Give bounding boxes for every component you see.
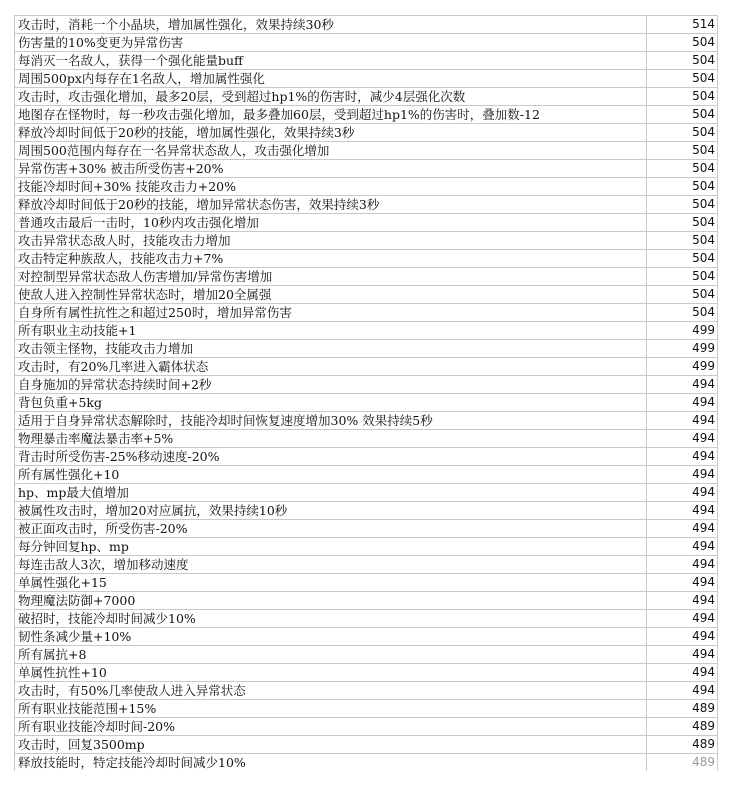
table-row: [15, 682, 718, 700]
effect-description-cell[interactable]: 攻击特定种族敌人，技能攻击力+7%: [15, 250, 647, 268]
effect-description-cell[interactable]: 攻击异常状态敌人时，技能攻击力增加: [15, 232, 647, 250]
effect-description-cell[interactable]: 每消灭一名敌人，获得一个强化能量buff: [15, 52, 647, 70]
effect-description-cell[interactable]: 异常伤害+30% 被击所受伤害+20%: [15, 160, 647, 178]
effect-description-cell[interactable]: 伤害量的10%变更为异常伤害: [15, 34, 647, 52]
table-row: [15, 502, 718, 520]
table-row: [15, 70, 718, 88]
table-row: [15, 196, 718, 214]
effect-description-cell[interactable]: 攻击时，有50%几率使敌人进入异常状态: [15, 682, 647, 700]
table-row: [15, 592, 718, 610]
effect-description-cell[interactable]: 背击时所受伤害-25%移动速度-20%: [15, 448, 647, 466]
score-value-cell[interactable]: 494: [647, 376, 718, 394]
score-value-cell[interactable]: 499: [647, 358, 718, 376]
score-value-cell[interactable]: 494: [647, 412, 718, 430]
table-row: [15, 16, 718, 34]
score-value-cell[interactable]: 494: [647, 646, 718, 664]
table-row: [15, 124, 718, 142]
score-value-cell[interactable]: 504: [647, 160, 718, 178]
effect-description-cell[interactable]: 自身所有属性抗性之和超过250时，增加异常伤害: [15, 304, 647, 322]
table-row: [15, 484, 718, 502]
effect-description-cell[interactable]: 攻击时，攻击强化增加，最多20层，受到超过hp1%的伤害时，减少4层强化次数: [15, 88, 647, 106]
table-row: [15, 538, 718, 556]
score-value-cell[interactable]: 504: [647, 34, 718, 52]
score-value-cell[interactable]: 489: [647, 700, 718, 718]
score-value-cell[interactable]: 494: [647, 592, 718, 610]
effect-description-cell[interactable]: 释放冷却时间低于20秒的技能，增加异常状态伤害，效果持续3秒: [15, 196, 647, 214]
skill-table: [14, 15, 718, 771]
table-row: [15, 142, 718, 160]
table-row: [15, 430, 718, 448]
score-value-cell[interactable]: 504: [647, 250, 718, 268]
effect-description-cell[interactable]: 普通攻击最后一击时，10秒内攻击强化增加: [15, 214, 647, 232]
score-value-cell[interactable]: 494: [647, 574, 718, 592]
effect-description-cell[interactable]: 韧性条减少量+10%: [15, 628, 647, 646]
table-row: [15, 322, 718, 340]
table-row: [15, 736, 718, 754]
effect-description-cell[interactable]: 每连击敌人3次，增加移动速度: [15, 556, 647, 574]
score-value-cell[interactable]: 489: [647, 736, 718, 754]
effect-description-cell[interactable]: 周围500px内每存在1名敌人，增加属性强化: [15, 70, 647, 88]
effect-description-cell[interactable]: 使敌人进入控制性异常状态时，增加20全属强: [15, 286, 647, 304]
table-row: [15, 448, 718, 466]
table-row: [15, 178, 718, 196]
table-row: [15, 286, 718, 304]
table-row: [15, 610, 718, 628]
table-row: [15, 304, 718, 322]
effect-description-cell[interactable]: 攻击时，消耗一个小晶块，增加属性强化，效果持续30秒: [15, 16, 647, 34]
score-value-cell[interactable]: 499: [647, 322, 718, 340]
score-value-cell[interactable]: 494: [647, 556, 718, 574]
effect-description-cell[interactable]: 物理暴击率魔法暴击率+5%: [15, 430, 647, 448]
score-value-cell[interactable]: 504: [647, 178, 718, 196]
effect-description-cell[interactable]: 单属性强化+15: [15, 574, 647, 592]
table-row: [15, 556, 718, 574]
effect-description-cell[interactable]: 释放技能时，特定技能冷却时间减少10%: [15, 754, 647, 772]
table-row: [15, 466, 718, 484]
score-value-cell[interactable]: 494: [647, 682, 718, 700]
effect-description-cell[interactable]: hp、mp最大值增加: [15, 484, 647, 502]
table-row: [15, 268, 718, 286]
effect-description-cell[interactable]: 所有职业技能冷却时间-20%: [15, 718, 647, 736]
effect-description-cell[interactable]: 攻击时，回复3500mp: [15, 736, 647, 754]
score-value-cell[interactable]: 504: [647, 268, 718, 286]
table-row: [15, 52, 718, 70]
effect-description-cell[interactable]: 释放冷却时间低于20秒的技能，增加属性强化，效果持续3秒: [15, 124, 647, 142]
effect-description-cell[interactable]: 单属性抗性+10: [15, 664, 647, 682]
score-value-cell[interactable]: 494: [647, 430, 718, 448]
effect-description-cell[interactable]: 周围500范围内每存在一名异常状态敌人，攻击强化增加: [15, 142, 647, 160]
table-row: [15, 412, 718, 430]
effect-description-cell[interactable]: 所有职业主动技能+1: [15, 322, 647, 340]
effect-description-cell[interactable]: 每分钟回复hp、mp: [15, 538, 647, 556]
table-row: [15, 754, 718, 772]
table-row: [15, 214, 718, 232]
table-row: [15, 574, 718, 592]
table-row: [15, 340, 718, 358]
score-value-cell[interactable]: 504: [647, 196, 718, 214]
score-value-cell[interactable]: 489: [647, 718, 718, 736]
table-row: [15, 520, 718, 538]
score-value-cell[interactable]: 499: [647, 340, 718, 358]
effect-description-cell[interactable]: 技能冷却时间+30% 技能攻击力+20%: [15, 178, 647, 196]
effect-description-cell[interactable]: 地图存在怪物时，每一秒攻击强化增加，最多叠加60层，受到超过hp1%的伤害时，叠加数-12: [15, 106, 647, 124]
score-value-cell[interactable]: 494: [647, 610, 718, 628]
table-row: [15, 358, 718, 376]
table-row: [15, 718, 718, 736]
table-row: [15, 232, 718, 250]
table-row: [15, 394, 718, 412]
score-value-cell[interactable]: 504: [647, 142, 718, 160]
table-row: [15, 250, 718, 268]
score-value-cell[interactable]: 494: [647, 466, 718, 484]
score-value-cell[interactable]: 494: [647, 394, 718, 412]
score-value-cell[interactable]: 504: [647, 124, 718, 142]
score-value-cell[interactable]: 494: [647, 484, 718, 502]
effect-description-cell[interactable]: 所有属抗+8: [15, 646, 647, 664]
effect-description-cell[interactable]: 对控制型异常状态敌人伤害增加/异常伤害增加: [15, 268, 647, 286]
table-body: [15, 16, 718, 772]
effect-description-cell[interactable]: 破招时，技能冷却时间减少10%: [15, 610, 647, 628]
table-row: [15, 88, 718, 106]
table-row: [15, 664, 718, 682]
effect-description-cell[interactable]: 攻击领主怪物，技能攻击力增加: [15, 340, 647, 358]
table-row: [15, 628, 718, 646]
score-value-cell[interactable]: 504: [647, 232, 718, 250]
score-value-cell[interactable]: 494: [647, 664, 718, 682]
score-value-cell[interactable]: 494: [647, 520, 718, 538]
table-row: [15, 160, 718, 178]
score-value-cell[interactable]: 504: [647, 88, 718, 106]
table-row: [15, 646, 718, 664]
effect-description-cell[interactable]: 物理魔法防御+7000: [15, 592, 647, 610]
effect-description-cell[interactable]: 所有属性强化+10: [15, 466, 647, 484]
score-value-cell[interactable]: 504: [647, 286, 718, 304]
score-value-cell[interactable]: 494: [647, 538, 718, 556]
score-value-cell[interactable]: 504: [647, 70, 718, 88]
score-value-cell[interactable]: 514: [647, 16, 718, 34]
table-row: [15, 34, 718, 52]
score-value-cell[interactable]: 504: [647, 304, 718, 322]
score-value-cell[interactable]: 504: [647, 52, 718, 70]
effect-description-cell[interactable]: 自身施加的异常状态持续时间+2秒: [15, 376, 647, 394]
effect-description-cell[interactable]: 攻击时，有20%几率进入霸体状态: [15, 358, 647, 376]
effect-description-cell[interactable]: 被属性攻击时，增加20对应属抗，效果持续10秒: [15, 502, 647, 520]
score-value-cell[interactable]: 494: [647, 628, 718, 646]
effect-description-cell[interactable]: 所有职业技能范围+15%: [15, 700, 647, 718]
effect-description-cell[interactable]: 适用于自身异常状态解除时，技能冷却时间恢复速度增加30% 效果持续5秒: [15, 412, 647, 430]
table-row: [15, 106, 718, 124]
effect-description-cell[interactable]: 被正面攻击时，所受伤害-20%: [15, 520, 647, 538]
score-value-cell[interactable]: 494: [647, 502, 718, 520]
effect-description-cell[interactable]: 背包负重+5kg: [15, 394, 647, 412]
score-value-cell[interactable]: 494: [647, 448, 718, 466]
table-row: [15, 376, 718, 394]
score-value-cell[interactable]: 504: [647, 214, 718, 232]
table-row: [15, 700, 718, 718]
score-value-cell[interactable]: 504: [647, 106, 718, 124]
score-value-cell[interactable]: 489: [647, 754, 718, 772]
